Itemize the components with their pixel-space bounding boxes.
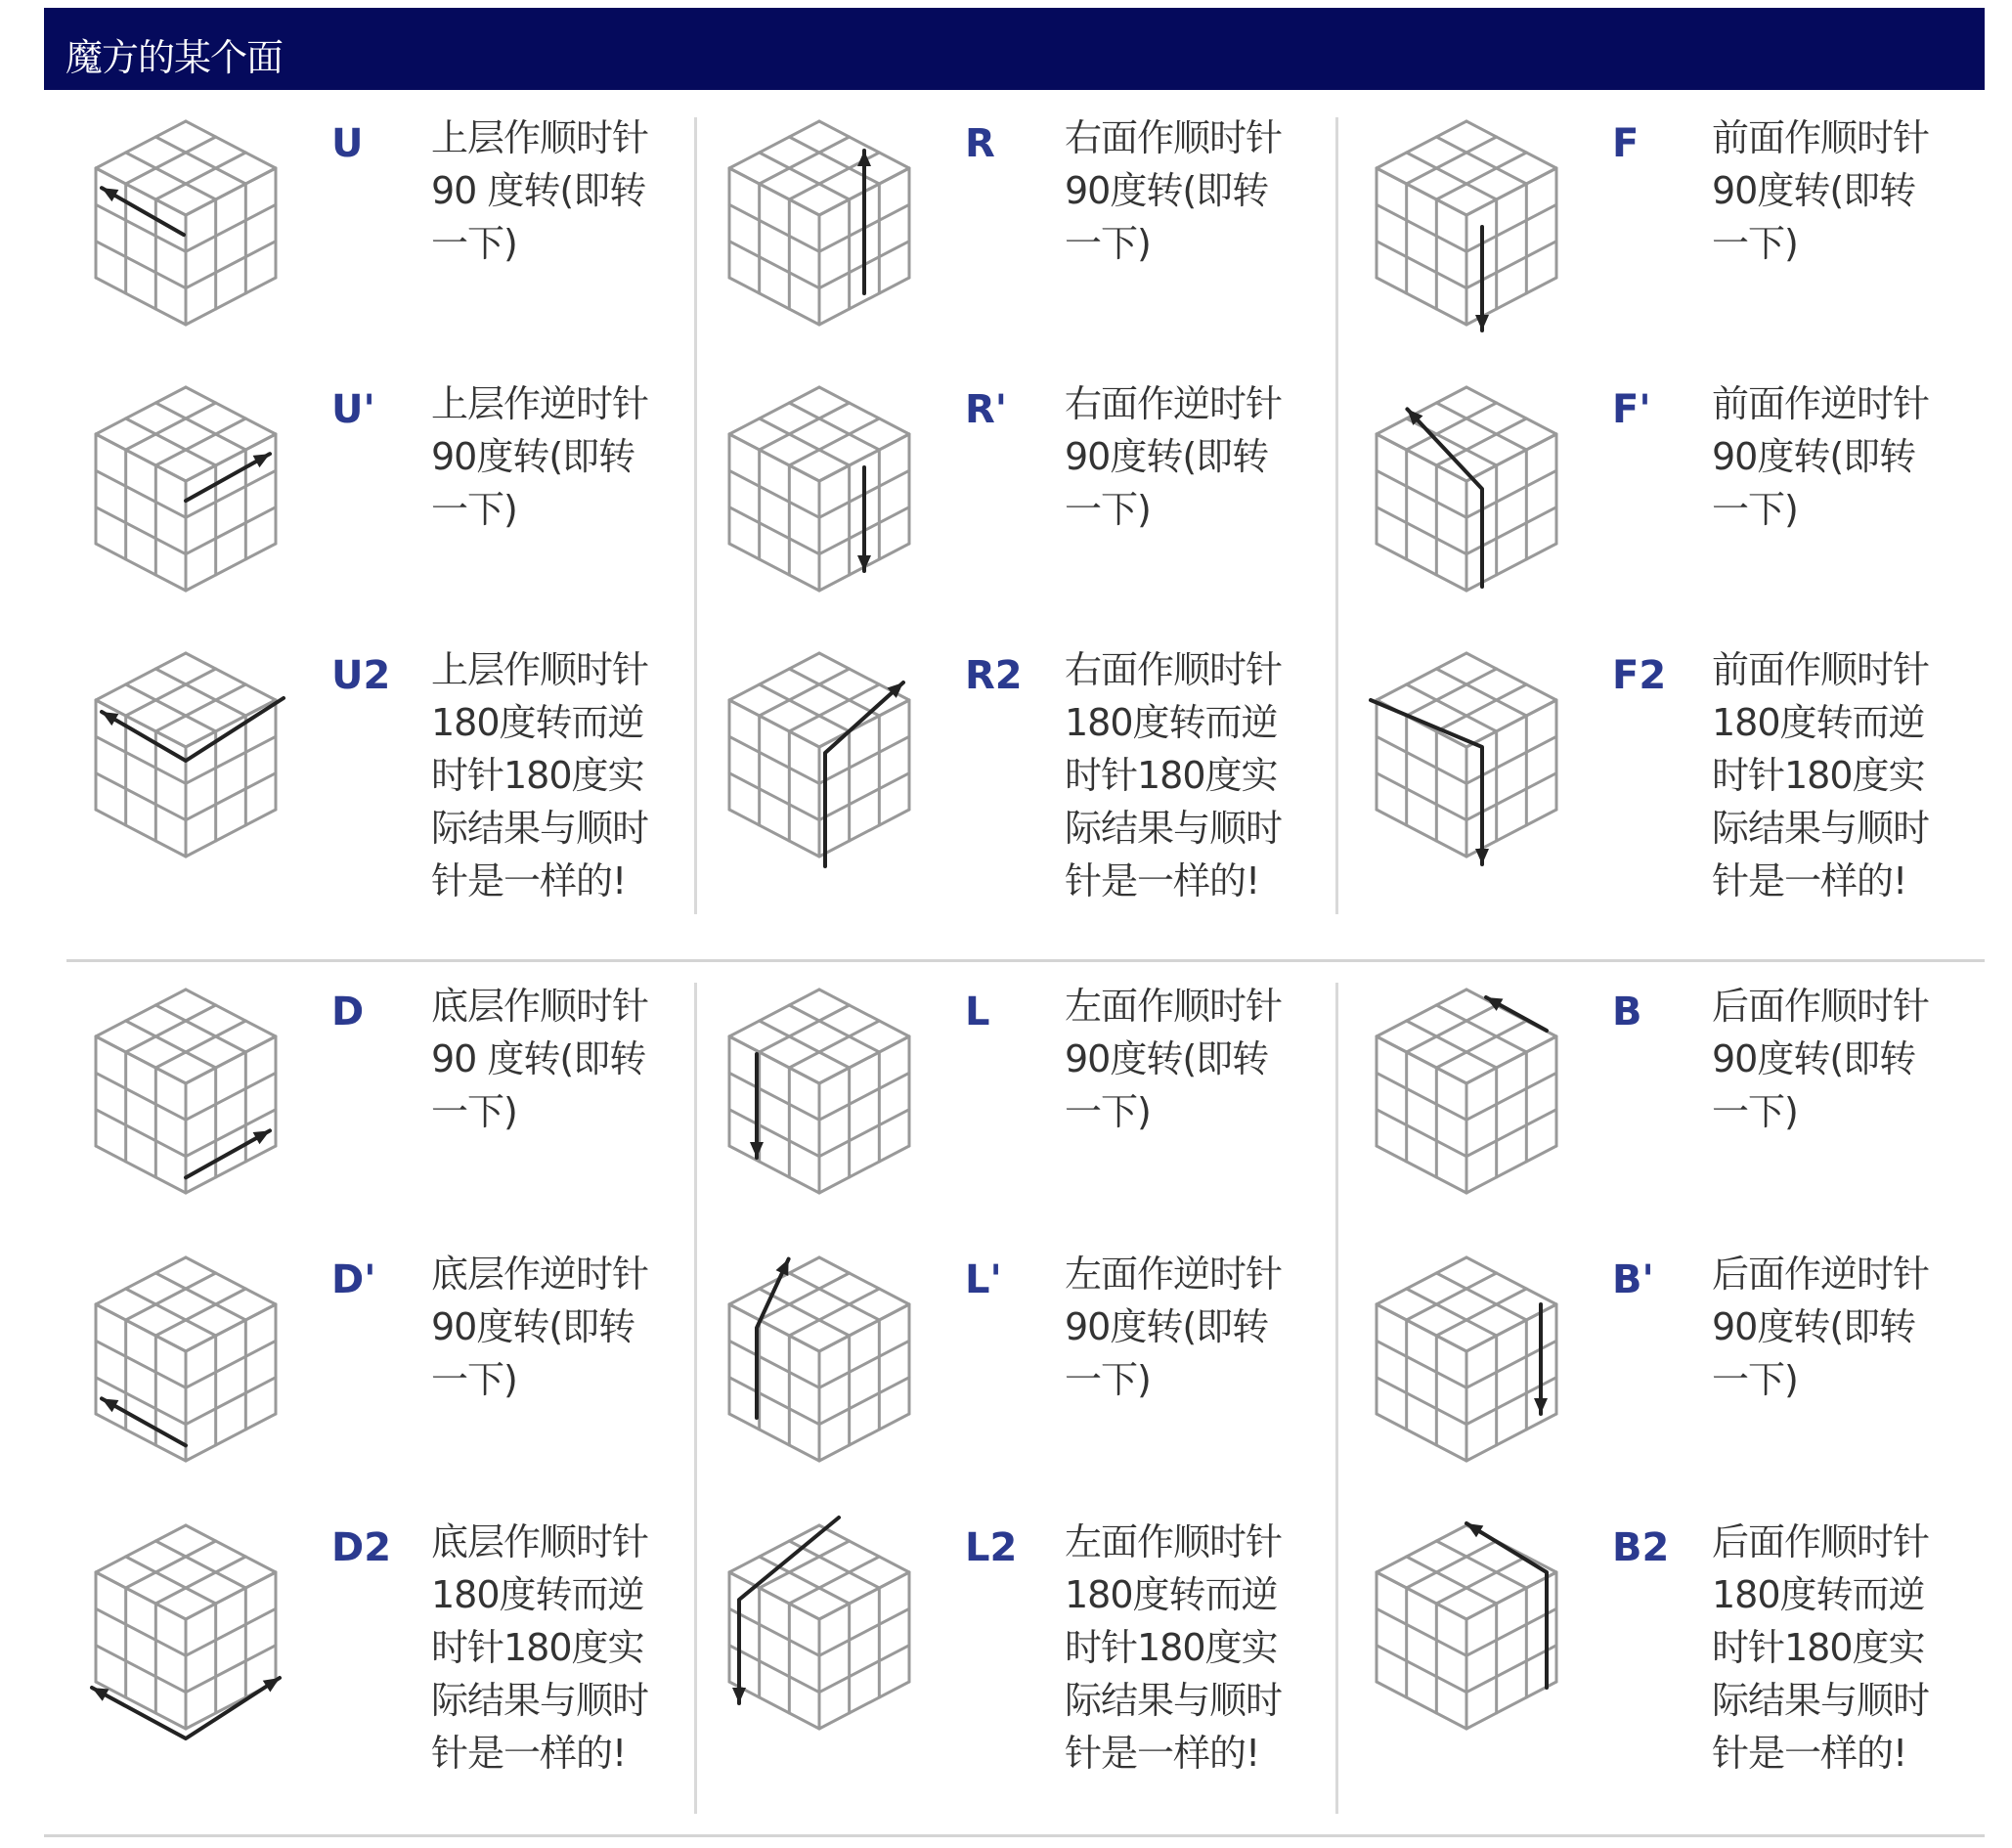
description-line: 一下): [1712, 1090, 1798, 1133]
move-code: U': [331, 387, 375, 432]
cube-d2-arrow-icon: [88, 1514, 315, 1756]
description-line: 90度转(即转: [431, 1305, 635, 1348]
move-cell: [45, 1510, 677, 1776]
description-line: 左面作顺时针: [1065, 985, 1283, 1028]
description-line: 一下): [1065, 222, 1151, 265]
arrow-head: [750, 1142, 764, 1158]
description-line: 前面作顺时针: [1712, 116, 1930, 159]
move-code: R2: [965, 653, 1023, 698]
description-line: 后面作顺时针: [1712, 985, 1930, 1028]
description-line: 一下): [1065, 488, 1151, 531]
description-line: 时针180度实: [1065, 754, 1278, 797]
move-code: L2: [965, 1525, 1018, 1570]
cube-u-arrow-icon: [88, 110, 315, 352]
move-cell: [678, 106, 1310, 372]
cube-f-arrow-icon: [1369, 110, 1596, 352]
arrow-head: [732, 1688, 746, 1703]
description-line: 前面作顺时针: [1712, 648, 1930, 691]
move-description: [1065, 1516, 1321, 1780]
cube-l-prime-arrow-icon: [722, 1246, 948, 1488]
cube-grid: [729, 1525, 909, 1729]
move-cell: [1326, 372, 1957, 638]
cube-b-arrow-icon: [1369, 978, 1596, 1220]
description-line: 180度转而逆: [1065, 701, 1278, 744]
description-line: 时针180度实: [431, 754, 644, 797]
description-line: 针是一样的!: [1712, 1732, 1907, 1775]
description-line: 底层作顺时针: [431, 985, 649, 1028]
description-line: 底层作顺时针: [431, 1520, 649, 1563]
move-cell: [45, 372, 677, 638]
move-code: F: [1612, 121, 1640, 166]
cube-u-prime-arrow-icon: [88, 375, 315, 618]
page-title: 魔方的某个面: [66, 36, 284, 79]
description-line: 底层作逆时针: [431, 1253, 649, 1296]
section-divider: [44, 1834, 1985, 1837]
move-cell: [1326, 638, 1957, 903]
cube-grid: [96, 121, 276, 325]
move-code: U2: [331, 653, 391, 698]
description-line: 一下): [431, 488, 517, 531]
description-line: 针是一样的!: [431, 859, 627, 902]
cube-grid: [729, 387, 909, 591]
description-line: 90度转(即转: [431, 435, 635, 478]
arrow-head: [1475, 849, 1489, 864]
move-code: F': [1612, 387, 1651, 432]
description-line: 上层作顺时针: [431, 648, 649, 691]
description-line: 90 度转(即转: [431, 169, 646, 212]
cube-grid: [1377, 1257, 1556, 1461]
cube-b-prime-arrow-icon: [1369, 1246, 1596, 1488]
description-line: 90度转(即转: [1065, 435, 1269, 478]
description-line: 一下): [1065, 1358, 1151, 1401]
move-description: [431, 1516, 687, 1780]
move-description: [431, 111, 687, 270]
cube-grid: [1377, 653, 1556, 857]
description-line: 上层作逆时针: [431, 382, 649, 425]
description-line: 上层作顺时针: [431, 116, 649, 159]
move-code: L': [965, 1257, 1002, 1302]
move-description: [431, 643, 687, 907]
move-code: B': [1612, 1257, 1654, 1302]
arrow-head: [1475, 315, 1489, 330]
description-line: 际结果与顺时: [1065, 807, 1283, 850]
cube-u2-arrow-icon: [88, 641, 315, 884]
description-line: 际结果与顺时: [1065, 1679, 1283, 1722]
arrow-head: [1534, 1398, 1548, 1414]
description-line: 90度转(即转: [1065, 1305, 1269, 1348]
move-description: [1065, 1248, 1321, 1406]
move-description: [1712, 643, 1968, 907]
move-code: U: [331, 121, 364, 166]
move-cell: [1326, 106, 1957, 372]
cube-r-arrow-icon: [722, 110, 948, 352]
description-line: 针是一样的!: [431, 1732, 627, 1775]
cube-f-prime-arrow-icon: [1369, 375, 1596, 618]
cube-grid: [1377, 121, 1556, 325]
description-line: 180度转而逆: [1712, 1573, 1925, 1616]
description-line: 一下): [1065, 1090, 1151, 1133]
move-cell: [1326, 1510, 1957, 1776]
description-line: 际结果与顺时: [1712, 807, 1930, 850]
move-cell: [678, 974, 1310, 1240]
arrow-line: [1466, 1523, 1547, 1688]
description-line: 际结果与顺时: [431, 807, 649, 850]
move-code: L: [965, 990, 990, 1034]
move-cell: [45, 1242, 677, 1508]
description-line: 90度转(即转: [1712, 435, 1916, 478]
move-cell: [678, 1242, 1310, 1508]
cube-grid: [96, 387, 276, 591]
description-line: 时针180度实: [431, 1626, 644, 1669]
cube-grid: [96, 990, 276, 1193]
description-line: 际结果与顺时: [1712, 1679, 1930, 1722]
move-cell: [45, 974, 677, 1240]
description-line: 一下): [1712, 1358, 1798, 1401]
move-code: R: [965, 121, 995, 166]
cube-r-prime-arrow-icon: [722, 375, 948, 618]
description-line: 180度转而逆: [1065, 1573, 1278, 1616]
cube-r2-arrow-icon: [722, 641, 948, 884]
move-description: [431, 980, 687, 1138]
description-line: 右面作顺时针: [1065, 116, 1283, 159]
move-code: D2: [331, 1525, 392, 1570]
move-cell: [1326, 974, 1957, 1240]
description-line: 左面作逆时针: [1065, 1253, 1283, 1296]
cube-grid: [1377, 1525, 1556, 1729]
description-line: 一下): [1712, 488, 1798, 531]
description-line: 针是一样的!: [1712, 859, 1907, 902]
description-line: 一下): [1712, 222, 1798, 265]
description-line: 时针180度实: [1712, 754, 1925, 797]
move-code: D': [331, 1257, 376, 1302]
description-line: 际结果与顺时: [431, 1679, 649, 1722]
move-description: [1712, 377, 1968, 536]
arrow-line: [102, 698, 284, 761]
move-cell: [678, 372, 1310, 638]
cube-grid: [96, 1257, 276, 1461]
description-line: 前面作逆时针: [1712, 382, 1930, 425]
description-line: 后面作逆时针: [1712, 1253, 1930, 1296]
move-code: R': [965, 387, 1008, 432]
move-cell: [45, 638, 677, 903]
description-line: 90度转(即转: [1712, 1305, 1916, 1348]
move-cell: [678, 1510, 1310, 1776]
move-cell: [45, 106, 677, 372]
move-cell: [678, 638, 1310, 903]
move-description: [1712, 1516, 1968, 1780]
move-description: [1065, 643, 1321, 907]
description-line: 时针180度实: [1712, 1626, 1925, 1669]
cube-l-arrow-icon: [722, 978, 948, 1220]
move-description: [1065, 111, 1321, 270]
move-code: B2: [1612, 1525, 1670, 1570]
move-code: F2: [1612, 653, 1667, 698]
cube-grid: [96, 653, 276, 857]
description-line: 时针180度实: [1065, 1626, 1278, 1669]
description-line: 一下): [431, 1358, 517, 1401]
description-line: 180度转而逆: [1712, 701, 1925, 744]
arrow-line: [1407, 409, 1482, 587]
cube-d-arrow-icon: [88, 978, 315, 1220]
description-line: 180度转而逆: [431, 701, 644, 744]
cube-f2-arrow-icon: [1369, 641, 1596, 884]
move-description: [1065, 980, 1321, 1138]
description-line: 右面作顺时针: [1065, 648, 1283, 691]
cube-grid: [1377, 387, 1556, 591]
move-description: [1712, 980, 1968, 1138]
cube-b2-arrow-icon: [1369, 1514, 1596, 1756]
move-cell: [1326, 1242, 1957, 1508]
description-line: 90度转(即转: [1065, 1037, 1269, 1080]
description-line: 一下): [431, 222, 517, 265]
description-line: 90度转(即转: [1712, 169, 1916, 212]
cube-grid: [729, 121, 909, 325]
move-description: [431, 377, 687, 536]
move-description: [1712, 111, 1968, 270]
cube-grid: [729, 653, 909, 857]
description-line: 90 度转(即转: [431, 1037, 646, 1080]
description-line: 90度转(即转: [1712, 1037, 1916, 1080]
move-description: [1712, 1248, 1968, 1406]
section-divider: [66, 959, 1985, 962]
description-line: 180度转而逆: [431, 1573, 644, 1616]
cube-l2-arrow-icon: [722, 1514, 948, 1756]
header-bar: [44, 8, 1985, 90]
move-description: [431, 1248, 687, 1406]
description-line: 针是一样的!: [1065, 859, 1260, 902]
move-description: [1065, 377, 1321, 536]
move-code: B: [1612, 990, 1642, 1034]
cube-d-prime-arrow-icon: [88, 1246, 315, 1488]
description-line: 右面作逆时针: [1065, 382, 1283, 425]
description-line: 后面作顺时针: [1712, 1520, 1930, 1563]
description-line: 一下): [431, 1090, 517, 1133]
description-line: 针是一样的!: [1065, 1732, 1260, 1775]
description-line: 90度转(即转: [1065, 169, 1269, 212]
move-code: D: [331, 990, 365, 1034]
description-line: 左面作顺时针: [1065, 1520, 1283, 1563]
